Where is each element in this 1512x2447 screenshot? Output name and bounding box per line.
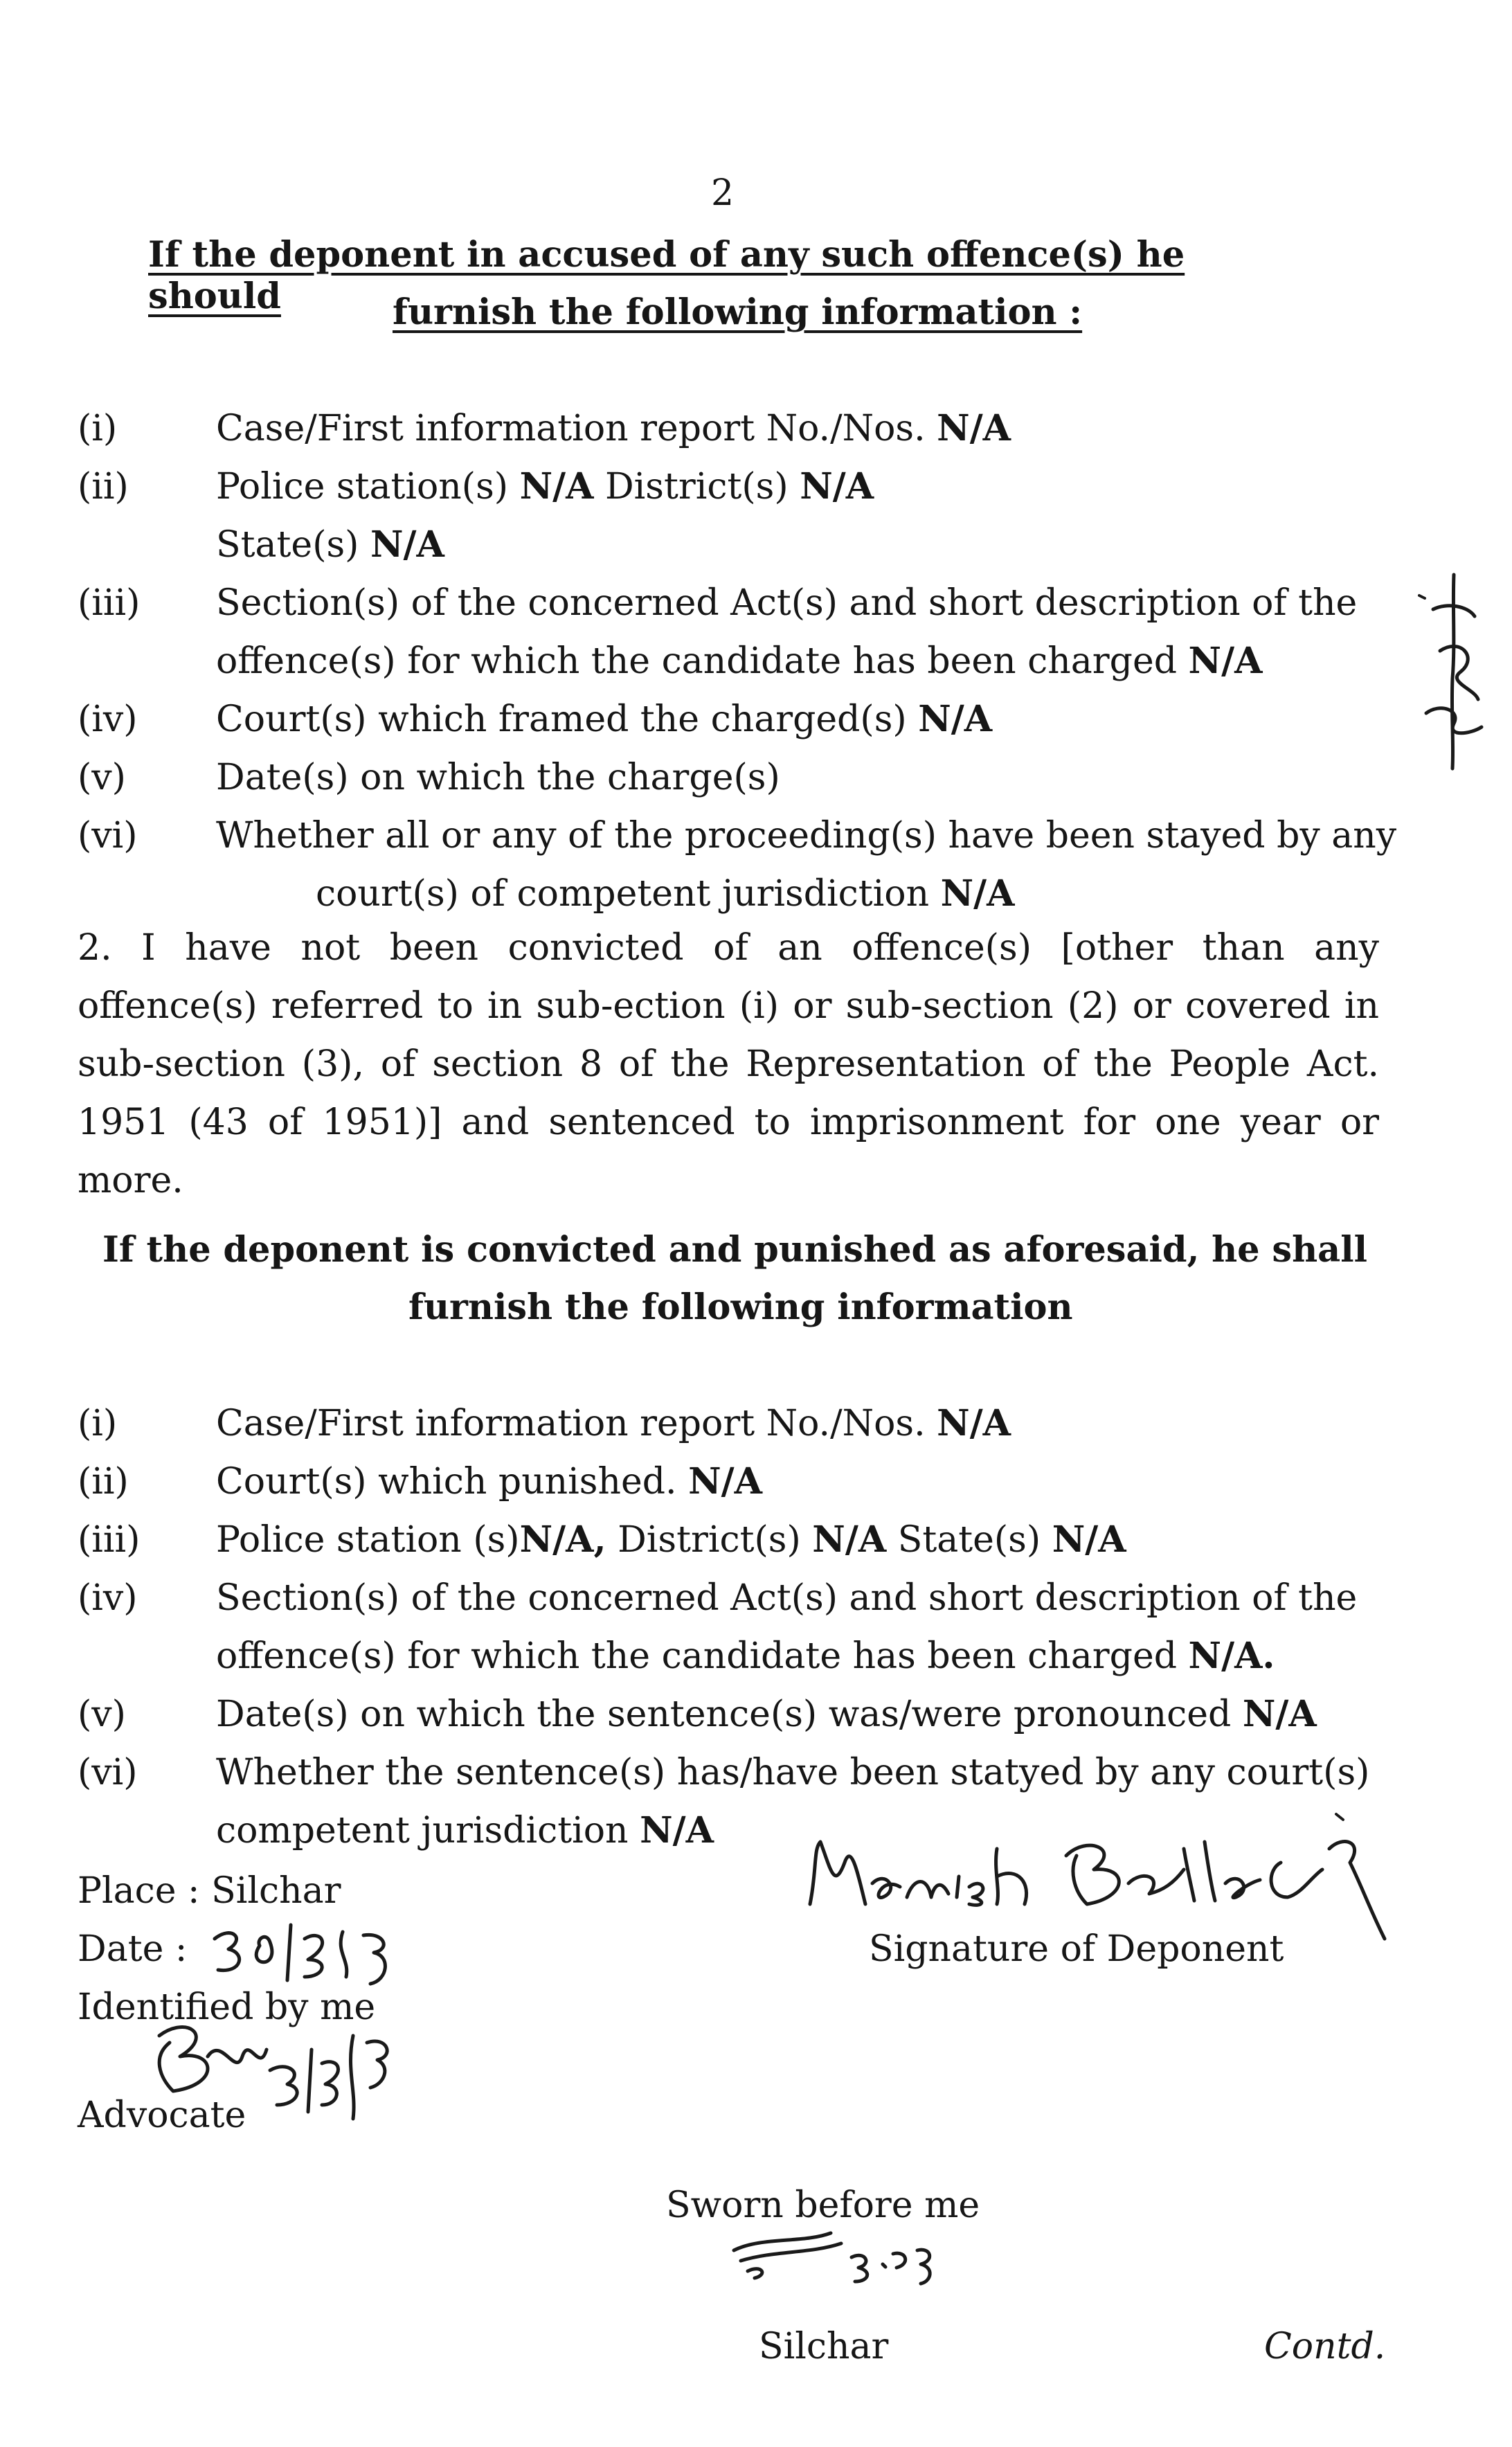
list-item-text: Case/First information report No./Nos. N/A — [216, 407, 1011, 449]
list-item-text: State(s) N/A — [216, 523, 444, 566]
sworn-official-signature — [720, 2223, 942, 2292]
list-item-text: Case/First information report No./Nos. N/A — [216, 1402, 1011, 1444]
date-handwritten — [204, 1911, 405, 1987]
silchar-label: Silchar — [759, 2326, 889, 2367]
list-item-text: Court(s) which framed the charged(s) N/A — [216, 698, 993, 740]
section1-heading-line2: furnish the following information : — [393, 292, 1083, 333]
list-item-text: Section(s) of the concerned Act(s) and short description of the — [216, 1577, 1358, 1619]
list-item-text: court(s) of competent jurisdiction N/A — [316, 872, 1015, 915]
sworn-before-me-label: Sworn before me — [666, 2185, 980, 2226]
page-number: 2 — [711, 172, 735, 214]
advocate-label: Advocate — [78, 2095, 246, 2136]
list-item-number: (i) — [78, 408, 118, 449]
list-item-number: (iii) — [78, 582, 141, 624]
date-label: Date : — [78, 1928, 188, 1970]
list-item-text: Whether the sentence(s) has/have been statyed by any court(s) — [216, 1752, 1370, 1793]
list-item-number: (i) — [78, 1403, 118, 1444]
list-item-text: competent jurisdiction N/A — [216, 1809, 714, 1852]
list-item-number: (v) — [78, 757, 126, 798]
paragraph-line: sub-section (3), of section 8 of the Representation of the People Act. — [78, 1043, 1379, 1085]
section2-heading-line1: If the deponent is convicted and punished as aforesaid, he shall — [102, 1229, 1367, 1271]
list-item-text: Section(s) of the concerned Act(s) and short description of the — [216, 582, 1358, 624]
list-item-number: (ii) — [78, 466, 129, 508]
list-item-text: Whether all or any of the proceeding(s) have been stayed by any — [216, 815, 1397, 857]
list-item-number: (iv) — [78, 1577, 138, 1619]
margin-initials-signature — [1412, 568, 1488, 776]
contd-label: Contd. — [1264, 2326, 1386, 2367]
identified-by-label: Identified by me — [78, 1987, 376, 2028]
list-item-text: Police station (s)N/A, District(s) N/A State(s) N/A — [216, 1518, 1126, 1561]
list-item-text: Court(s) which punished. N/A — [216, 1460, 762, 1503]
list-item-text: Police station(s) N/A District(s) N/A — [216, 465, 874, 508]
paragraph-line: 1951 (43 of 1951)] and sentenced to imprisonment for one year or more. — [78, 1102, 1379, 1201]
list-item-number: (vi) — [78, 815, 138, 857]
list-item-number: (iv) — [78, 699, 138, 740]
section2-heading-line2: furnish the following information — [408, 1287, 1073, 1328]
list-item-number: (vi) — [78, 1752, 138, 1793]
paragraph-line: 2. I have not been convicted of an offence(s) [other than any — [78, 927, 1379, 969]
list-item-text: Date(s) on which the charge(s) — [216, 757, 780, 798]
list-item-text: offence(s) for which the candidate has been charged N/A — [216, 640, 1263, 682]
list-item-text: offence(s) for which the candidate has been charged N/A. — [216, 1635, 1275, 1677]
section1-heading-line1: If the deponent in accused of any such offence(s) he should — [148, 234, 1185, 317]
list-item-text: Date(s) on which the sentence(s) was/were pronounced N/A — [216, 1693, 1317, 1735]
place-label: Place : Silchar — [78, 1870, 341, 1912]
signature-of-deponent-label: Signature of Deponent — [869, 1928, 1284, 1970]
list-item-number: (iii) — [78, 1519, 141, 1561]
paragraph-line: offence(s) referred to in sub-ection (i) or sub-section (2) or covered in — [78, 985, 1379, 1027]
list-item-number: (ii) — [78, 1461, 129, 1503]
list-item-number: (v) — [78, 1694, 126, 1735]
